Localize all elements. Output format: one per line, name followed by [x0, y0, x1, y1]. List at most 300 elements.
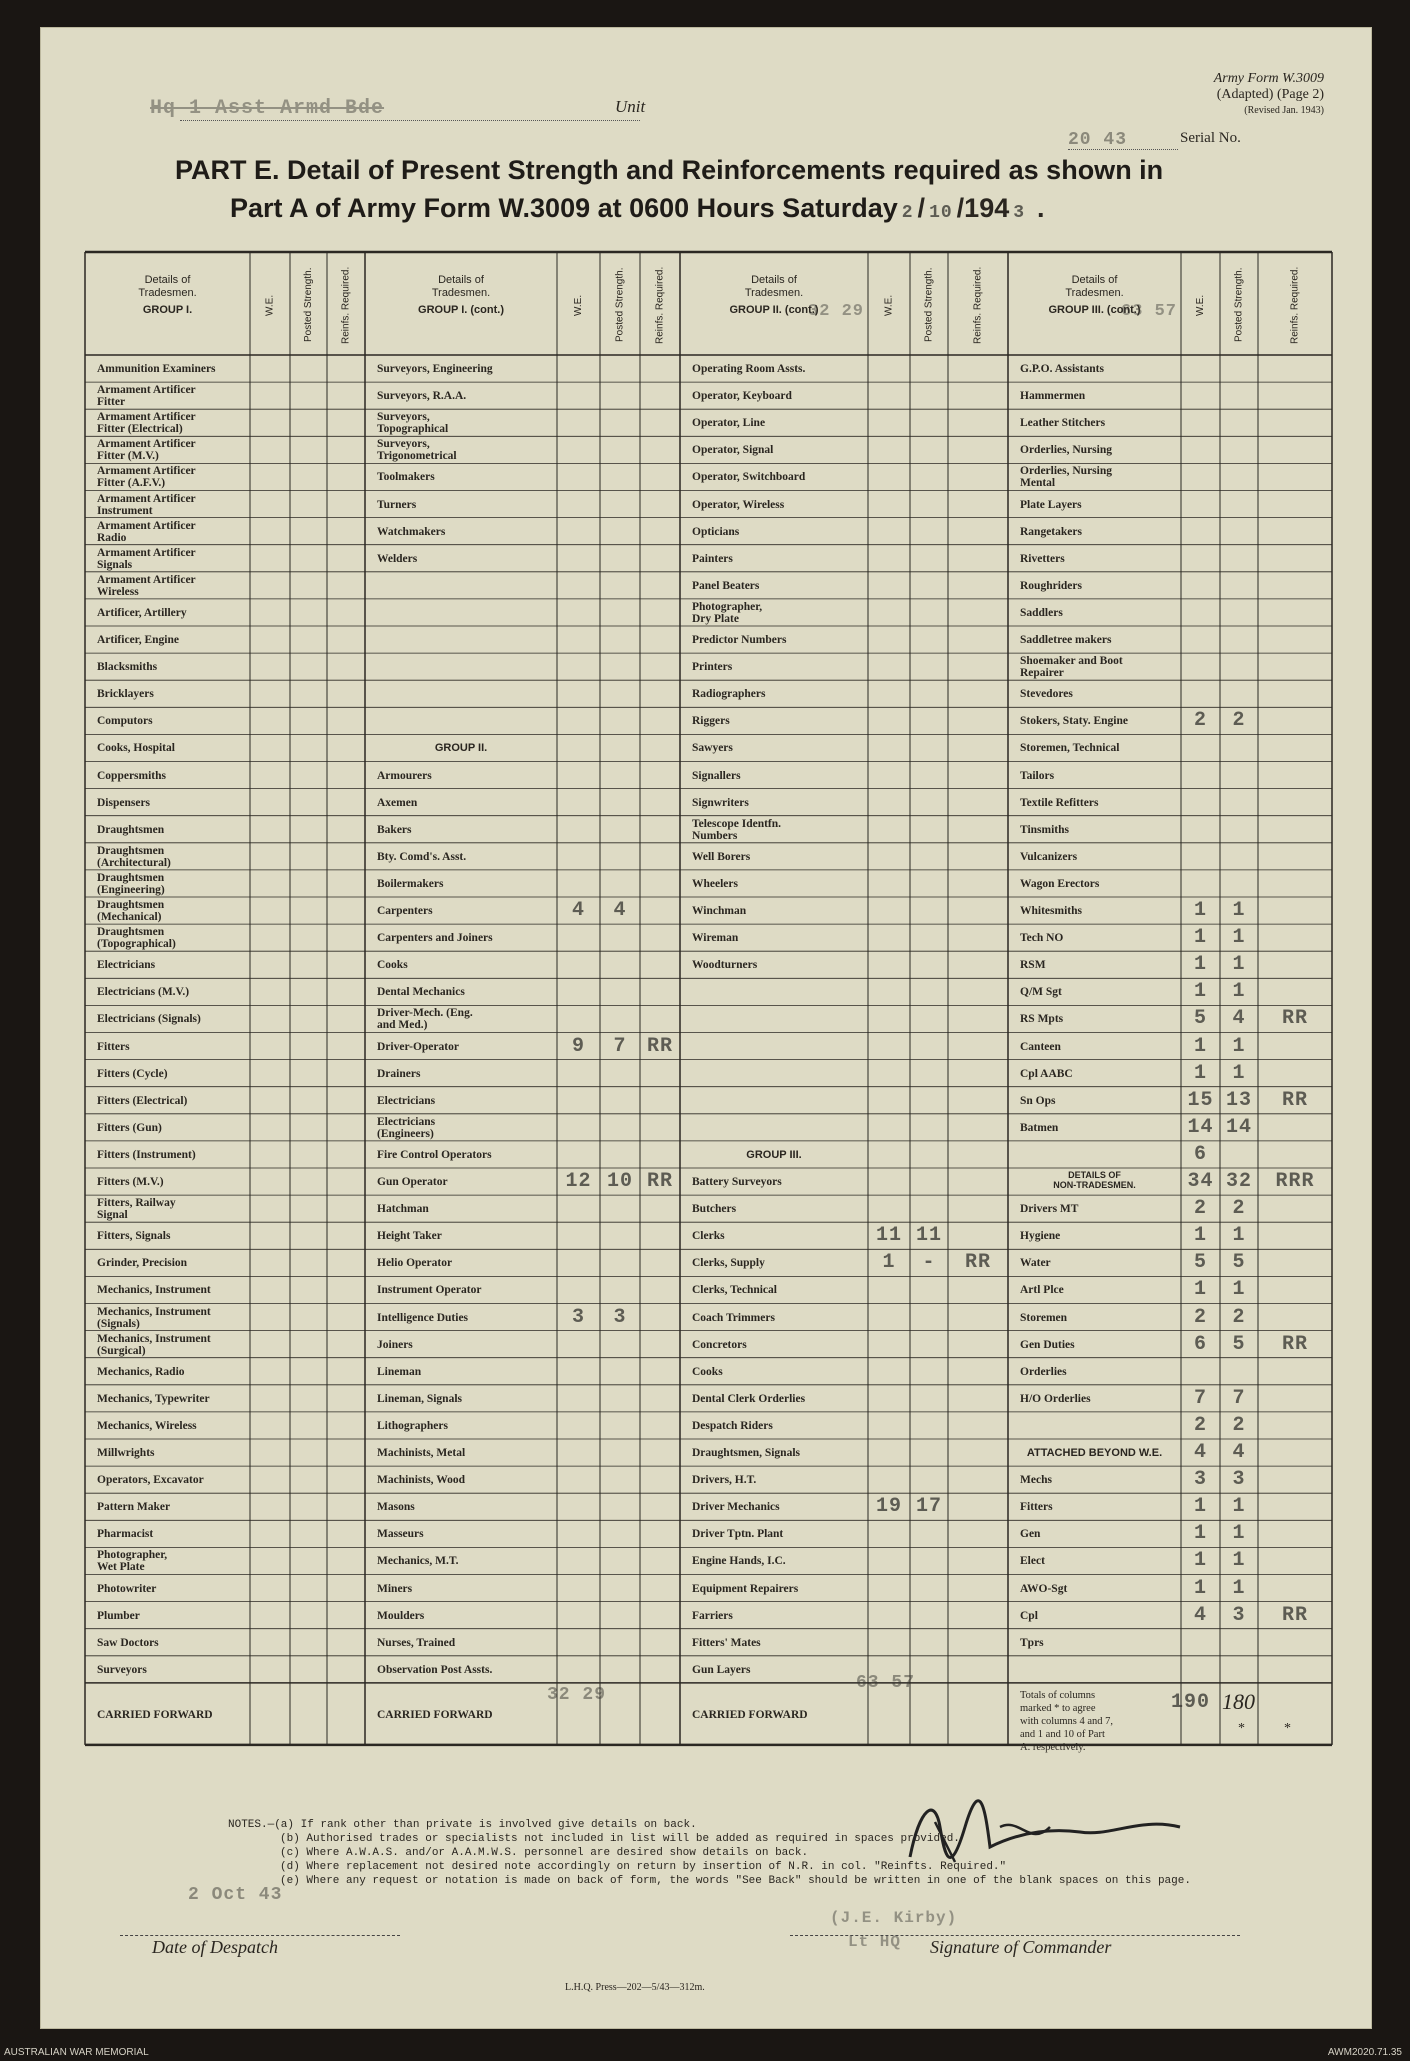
trade-row-label: Opticians	[692, 525, 740, 538]
trade-row-label: Vulcanizers	[1020, 850, 1078, 863]
typed-cell-value: 7	[1193, 1386, 1207, 1410]
trade-row-label: Shoemaker and Boot Repairer	[1020, 655, 1123, 680]
trade-row-label: Clerks, Supply	[692, 1257, 765, 1270]
typed-cell-value: 1	[1193, 926, 1207, 950]
serial-typed: 20 43	[1068, 130, 1128, 150]
typed-cell-value: 34	[1187, 1170, 1214, 1193]
typed-cell-value: 5	[1232, 1251, 1246, 1275]
trade-row-label: Battery Surveyors	[692, 1176, 782, 1188]
notes-d: (d) Where replacement not desired note accordingly on return by insertion of N.R. in col. "Reinfts. Required."	[280, 1861, 1007, 1873]
trade-row-label: Panel Beaters	[692, 579, 760, 592]
subheader-posted: Posted Strength.	[614, 267, 626, 343]
serial-label: Serial No.	[1180, 130, 1241, 146]
date-sep2: /194	[956, 193, 1010, 223]
typed-cell-value: 6	[1193, 1332, 1207, 1356]
typed-cell-value: 1	[1232, 980, 1246, 1004]
trade-row-label: Mechanics, Wireless	[97, 1419, 197, 1432]
trade-row-label: Fitters, Railway Signal	[97, 1197, 176, 1222]
typed-cell-value: 2	[1232, 1197, 1246, 1221]
trade-row-label: Well Borers	[692, 850, 751, 863]
trade-row-label: Computors	[97, 715, 153, 728]
trade-row-label: Wheelers	[692, 877, 738, 890]
typed-cell-value: 2	[1232, 1305, 1246, 1329]
typed-cell-value: 1	[1232, 926, 1246, 950]
trade-row-label: Coppersmiths	[97, 769, 167, 782]
trade-row-label: Mechanics, Instrument (Signals)	[97, 1305, 211, 1330]
trade-row-label: Despatch Riders	[692, 1419, 773, 1432]
typed-cell-value: RR	[1281, 1603, 1308, 1627]
group-heading: DETAILS OF NON-TRADESMEN.	[1053, 1170, 1136, 1190]
trade-row-label: Operating Room Assts.	[692, 363, 806, 375]
trade-row-label: Draughtsmen (Architectural)	[97, 844, 171, 869]
column-header-details: Details of Tradesmen.	[744, 274, 804, 299]
trade-row-label: Lithographers	[377, 1419, 448, 1432]
subheader-posted: Posted Strength.	[303, 267, 314, 343]
trade-row-label: Ammunition Examiners	[97, 363, 216, 375]
trade-row-label: Stokers, Staty. Engine	[1020, 715, 1128, 728]
trade-row-label: Height Taker	[377, 1230, 442, 1243]
trade-row-label: Orderlies, Nursing	[1020, 444, 1112, 457]
trade-row-label: Driver Tptn. Plant	[692, 1528, 784, 1541]
trade-row-label: Dental Mechanics	[377, 986, 465, 999]
trade-row-label: Predictor Numbers	[692, 634, 787, 646]
subheader-reinf: Reinfs. Required.	[1289, 266, 1301, 344]
trade-row-label: Driver Mechanics	[692, 1501, 780, 1514]
carried-forward-label: CARRIED FORWARD	[377, 1708, 493, 1721]
trade-row-label: Gun Operator	[377, 1176, 448, 1188]
trade-row-label: Sawyers	[692, 742, 733, 755]
total-we: 190	[1171, 1690, 1211, 1714]
typed-cell-value: 1	[1193, 980, 1207, 1004]
typed-cell-value: 17	[915, 1495, 942, 1519]
commander-label: Signature of Commander	[930, 1937, 1112, 1957]
typed-cell-value: 7	[613, 1034, 627, 1058]
trade-row-label: Armourers	[377, 769, 432, 782]
typed-cell-value: 1	[1193, 1549, 1207, 1573]
column-header-details: Details of Tradesmen.	[138, 274, 197, 299]
trade-row-label: Hygiene	[1020, 1230, 1061, 1243]
archive-footer	[0, 2029, 1410, 2061]
group-heading: GROUP III.	[746, 1148, 802, 1161]
typed-cell-value: 4	[571, 899, 585, 922]
typed-cell-value: 2	[1193, 1305, 1207, 1329]
trade-row-label: Canteen	[1020, 1040, 1061, 1053]
trade-row-label: Rivetters	[1020, 552, 1065, 565]
trade-row-label: Electricians (Signals)	[97, 1013, 201, 1026]
typed-cell-value: 1	[1193, 1576, 1207, 1600]
trade-row-label: Armament Artificer Fitter	[97, 384, 196, 409]
trade-row-label: Gen Duties	[1020, 1338, 1075, 1351]
trade-row-label: Plumber	[97, 1609, 140, 1622]
typed-cell-value: RR	[1281, 1332, 1308, 1356]
trade-row-label: Miners	[377, 1582, 413, 1595]
typed-cell-value: 4	[1232, 1441, 1246, 1464]
trade-row-label: Storemen, Technical	[1020, 742, 1120, 755]
trade-row-label: Orderlies, Nursing Mental	[1020, 465, 1112, 490]
notes-b: (b) Authorised trades or specialists not included in list will be added as required in spaces provided.	[280, 1833, 960, 1845]
typed-cell-value: 1	[882, 1251, 896, 1275]
typed-cell-value: -	[922, 1251, 936, 1275]
trade-row-label: Draughtsmen (Topographical)	[97, 926, 176, 951]
trade-row-label: Photographer, Dry Plate	[692, 600, 763, 625]
header-typed-total: 63 57	[1121, 302, 1178, 321]
column-header-group: GROUP I.	[142, 304, 193, 316]
trade-row-label: Tailors	[1020, 769, 1055, 782]
header-typed-total: 32 29	[808, 302, 865, 321]
typed-cell-value: 1	[1232, 953, 1246, 977]
trade-row-label: Dispensers	[97, 796, 151, 809]
typed-cell-value: 2	[1232, 1413, 1246, 1437]
trade-row-label: Mechs	[1020, 1474, 1052, 1487]
trade-row-label: Fitters (Instrument)	[97, 1148, 196, 1161]
trade-row-label: Electricians (M.V.)	[97, 986, 190, 999]
trade-row-label: Storemen	[1020, 1311, 1068, 1324]
trade-row-label: Operator, Wireless	[692, 498, 785, 511]
trade-row-label: Pattern Maker	[97, 1501, 171, 1514]
trade-row-label: Drivers, H.T.	[692, 1474, 757, 1487]
trade-row-label: Roughriders	[1020, 579, 1082, 592]
trade-row-label: Boilermakers	[377, 877, 444, 890]
trade-row-label: Wireman	[692, 932, 739, 945]
trade-row-label: Mechanics, M.T.	[377, 1555, 459, 1568]
trade-row-label: Q/M Sgt	[1020, 986, 1062, 999]
typed-cell-value: 5	[1232, 1332, 1246, 1356]
typed-cell-value: 1	[1193, 1061, 1207, 1085]
form-page	[40, 27, 1372, 2029]
trade-row-label: Machinists, Wood	[377, 1474, 465, 1487]
trade-row-label: Lineman, Signals	[377, 1392, 462, 1405]
trade-row-label: Bricklayers	[97, 688, 154, 701]
column-header-details: Details of Tradesmen.	[1065, 274, 1124, 299]
trade-row-label: Nurses, Trained	[377, 1636, 456, 1649]
strength-table	[40, 27, 1372, 2029]
trade-row-label: Surveyors, Trigonometrical	[377, 438, 457, 463]
trade-row-label: Clerks, Technical	[692, 1284, 777, 1297]
typed-cell-value: 1	[1232, 1224, 1246, 1248]
typed-cell-value: RR	[1281, 1007, 1308, 1031]
typed-cell-value: 1	[1232, 1549, 1246, 1573]
date-year: 3	[1013, 203, 1026, 223]
typed-cell-value: 10	[606, 1170, 633, 1193]
group-heading: GROUP II.	[434, 742, 488, 755]
typed-cell-value: 15	[1187, 1088, 1214, 1112]
trade-row-label: Surveyors, Engineering	[377, 363, 493, 375]
trade-row-label: Hatchman	[377, 1203, 429, 1216]
trade-row-label: Woodturners	[692, 959, 758, 972]
trade-row-label: Artificer, Engine	[97, 634, 179, 646]
typed-cell-value: 1	[1193, 1224, 1207, 1248]
trade-row-label: Cpl	[1020, 1609, 1038, 1622]
trade-row-label: Masons	[377, 1501, 415, 1514]
despatch-date-typed: 2 Oct 43	[188, 1885, 283, 1905]
trade-row-label: Equipment Repairers	[692, 1582, 799, 1595]
date-dot: .	[1037, 193, 1045, 223]
trade-row-label: Helio Operator	[377, 1257, 453, 1270]
trade-row-label: Batmen	[1020, 1121, 1059, 1134]
carried-c2-typed: 32 29	[547, 1684, 607, 1705]
trade-row-label: Fitters	[97, 1040, 130, 1053]
typed-cell-value: 14	[1187, 1115, 1214, 1139]
typed-cell-value: 5	[1193, 1007, 1207, 1031]
trade-row-label: Driver-Mech. (Eng. and Med.)	[377, 1007, 473, 1032]
carried-c3-typed: 63 57	[856, 1672, 916, 1693]
trade-row-label: Joiners	[377, 1338, 413, 1351]
typed-cell-value: 1	[1232, 1576, 1246, 1600]
date-month: 10	[929, 203, 953, 223]
trade-row-label: H/O Orderlies	[1020, 1392, 1091, 1405]
trade-row-label: Cooks, Hospital	[97, 742, 175, 755]
trade-row-label: Photographer, Wet Plate	[97, 1549, 168, 1574]
form-id-line3: (Revised Jan. 1943)	[1244, 105, 1324, 116]
trade-row-label: Artificer, Artillery	[97, 606, 187, 619]
despatch-label: Date of Despatch	[152, 1937, 278, 1957]
column-header-details: Details of Tradesmen.	[431, 274, 491, 299]
total-posted: 180	[1222, 1688, 1255, 1714]
typed-cell-value: 9	[571, 1034, 585, 1058]
trade-row-label: Draughtsmen	[97, 823, 165, 836]
carried-forward-label: CARRIED FORWARD	[97, 1708, 213, 1721]
trade-row-label: Tinsmiths	[1020, 823, 1070, 836]
trade-row-label: Operator, Signal	[692, 444, 774, 457]
trade-row-label: Photowriter	[97, 1582, 157, 1595]
column-header-group: GROUP II. (cont.)	[729, 304, 819, 316]
typed-cell-value: RRR	[1275, 1170, 1315, 1193]
subheader-posted: Posted Strength.	[1233, 267, 1245, 343]
typed-cell-value: 1	[1232, 1522, 1246, 1546]
typed-cell-value: 3	[1193, 1468, 1207, 1492]
page-title-line2: Part A of Army Form W.3009 at 0600 Hours Saturday	[230, 193, 898, 223]
typed-cell-value: 2	[1193, 1197, 1207, 1221]
trade-row-label: Hammermen	[1020, 390, 1086, 403]
trade-row-label: Toolmakers	[377, 471, 435, 484]
trade-row-label: Cpl AABC	[1020, 1067, 1073, 1080]
trade-row-label: Carpenters and Joiners	[377, 932, 493, 945]
total-star-reinf: *	[1284, 1720, 1291, 1736]
trade-row-label: Sn Ops	[1020, 1094, 1056, 1107]
trade-row-label: Fitters	[1020, 1501, 1053, 1514]
trade-row-label: Lineman	[377, 1365, 422, 1378]
typed-cell-value: 7	[1232, 1386, 1246, 1410]
trade-row-label: Fitters (Electrical)	[97, 1094, 188, 1107]
trade-row-label: Electricians (Engineers)	[377, 1115, 436, 1140]
column-header-group: GROUP I. (cont.)	[418, 304, 504, 316]
group-heading: ATTACHED BEYOND W.E.	[1026, 1447, 1163, 1459]
trade-row-label: Fitters (M.V.)	[97, 1176, 164, 1188]
typed-cell-value: 4	[613, 899, 627, 922]
trade-row-label: Fitters (Cycle)	[97, 1067, 168, 1080]
trade-row-label: Armament Artificer Radio	[97, 519, 196, 544]
trade-row-label: Orderlies	[1020, 1365, 1067, 1378]
trade-row-label: Clerks	[692, 1230, 725, 1243]
trade-row-label: Gun Layers	[692, 1663, 751, 1676]
trade-row-label: Observation Post Assts.	[377, 1663, 493, 1676]
subheader-we: W.E.	[1195, 294, 1206, 316]
trade-row-label: Mechanics, Instrument (Surgical)	[97, 1332, 211, 1357]
trade-row-label: Drainers	[377, 1067, 421, 1080]
trade-row-label: Moulders	[377, 1609, 425, 1622]
typed-cell-value: 14	[1225, 1115, 1252, 1139]
trade-row-label: Whitesmiths	[1020, 905, 1082, 917]
trade-row-label: G.P.O. Assistants	[1020, 363, 1104, 375]
typed-cell-value: 1	[1232, 1034, 1246, 1058]
trade-row-label: Coach Trimmers	[692, 1311, 775, 1324]
typed-cell-value: RR	[646, 1034, 673, 1058]
trade-row-label: Elect	[1020, 1555, 1045, 1568]
typed-cell-value: 32	[1225, 1170, 1252, 1193]
trade-row-label: Concretors	[692, 1338, 747, 1351]
trade-row-label: Water	[1020, 1257, 1051, 1270]
trade-row-label: Grinder, Precision	[97, 1257, 188, 1270]
trade-row-label: AWO-Sgt	[1020, 1582, 1068, 1595]
trade-row-label: Saddlers	[1020, 606, 1063, 619]
trade-row-label: Signwriters	[692, 796, 749, 809]
unit-label: Unit	[615, 97, 646, 116]
trade-row-label: Carpenters	[377, 905, 433, 917]
form-id-line2: (Adapted) (Page 2)	[1216, 87, 1324, 102]
trade-row-label: Cooks	[692, 1365, 723, 1378]
trade-row-label: Tprs	[1020, 1636, 1044, 1649]
trade-row-label: Armament Artificer Fitter (A.F.V.)	[97, 465, 196, 490]
typed-cell-value: 11	[915, 1224, 942, 1248]
subheader-reinf: Reinfs. Required.	[972, 266, 984, 344]
trade-row-label: Instrument Operator	[377, 1284, 482, 1297]
typed-cell-value: 4	[1232, 1007, 1246, 1031]
print-line: L.H.Q. Press—202—5/43—312m.	[565, 1982, 705, 1993]
typed-cell-value: 1	[1193, 1034, 1207, 1058]
trade-row-label: Masseurs	[377, 1528, 424, 1541]
unit-typed: Hq 1 Asst Armd Bde	[150, 97, 385, 120]
typed-cell-value: 2	[1193, 709, 1207, 733]
typed-cell-value: 4	[1193, 1441, 1207, 1464]
typed-cell-value: 1	[1232, 899, 1246, 922]
trade-row-label: Armament Artificer Fitter (Electrical)	[97, 411, 196, 436]
trade-row-label: Operator, Switchboard	[692, 471, 806, 484]
notes-a: NOTES.—(a) If rank other than private is involved give details on back.	[228, 1819, 697, 1831]
trade-row-label: Mechanics, Radio	[97, 1365, 185, 1378]
trade-row-label: Radiographers	[692, 688, 766, 701]
subheader-reinf: Reinfs. Required.	[340, 266, 352, 344]
typed-cell-value: 12	[565, 1170, 592, 1193]
trade-row-label: Winchman	[692, 905, 747, 917]
trade-row-label: Draughtsmen, Signals	[692, 1447, 800, 1459]
trade-row-label: Farriers	[692, 1609, 733, 1622]
trade-row-label: Drivers MT	[1020, 1203, 1079, 1216]
trade-row-label: Wagon Erectors	[1020, 877, 1100, 890]
date-sep1: /	[917, 193, 926, 223]
typed-cell-value: RR	[964, 1251, 991, 1275]
typed-cell-value: 1	[1232, 1495, 1246, 1519]
trade-row-label: Driver-Operator	[377, 1040, 459, 1053]
trade-row-label: Fitters, Signals	[97, 1230, 171, 1243]
trade-row-label: Intelligence Duties	[377, 1311, 469, 1324]
typed-cell-value: 1	[1193, 1495, 1207, 1519]
trade-row-label: Armament Artificer Wireless	[97, 573, 196, 598]
trade-row-label: Leather Stitchers	[1020, 417, 1106, 430]
trade-row-label: Welders	[377, 552, 418, 565]
trade-row-label: Fitters (Gun)	[97, 1121, 162, 1134]
trade-row-label: Riggers	[692, 715, 730, 728]
commander-line	[790, 1935, 1240, 1936]
trade-row-label: Saddletree makers	[1020, 634, 1112, 646]
trade-row-label: Bakers	[377, 823, 412, 836]
trade-row-label: Mechanics, Instrument	[97, 1284, 211, 1297]
trade-row-label: Dental Clerk Orderlies	[692, 1392, 806, 1405]
trade-row-label: Telescope Identfn. Numbers	[692, 817, 782, 842]
typed-cell-value: 1	[1193, 953, 1207, 977]
page-title-line1: PART E. Detail of Present Strength and Reinforcements required as shown in	[175, 155, 1164, 185]
typed-cell-value: 3	[1232, 1603, 1246, 1627]
trade-row-label: Pharmacist	[97, 1528, 154, 1541]
trade-row-label: Mechanics, Typewriter	[97, 1392, 210, 1405]
trade-row-label: Surveyors, Topographical	[377, 411, 449, 436]
notes-e: (e) Where any request or notation is made on back of form, the words "See Back" should be written in one of the blank spaces on this page.	[280, 1875, 1191, 1887]
typed-cell-value: 1	[1232, 1061, 1246, 1085]
commander-typed-name: (J.E. Kirby)	[830, 1909, 958, 1927]
totals-note: Totals of columns marked * to agree with columns 4 and 7, and 1 and 10 of Part A. respectively.	[1020, 1689, 1114, 1753]
trade-row-label: Rangetakers	[1020, 525, 1082, 538]
trade-row-label: Surveyors, R.A.A.	[377, 390, 467, 403]
trade-row-label: Fitters' Mates	[692, 1636, 761, 1649]
trade-row-label: Gen	[1020, 1528, 1041, 1541]
total-star-posted: *	[1238, 1720, 1245, 1736]
trade-row-label: Engine Hands, I.C.	[692, 1555, 786, 1568]
column-header-group: GROUP III. (cont.)	[1048, 304, 1141, 316]
typed-cell-value: RR	[1281, 1088, 1308, 1112]
trade-row-label: Signallers	[692, 769, 741, 782]
trade-row-label: Artl Plce	[1020, 1284, 1064, 1297]
subheader-we: W.E.	[264, 294, 276, 316]
trade-row-label: RSM	[1020, 959, 1046, 972]
trade-row-label: Butchers	[692, 1203, 737, 1216]
trade-row-label: Textile Refitters	[1020, 796, 1099, 809]
trade-row-label: Plate Layers	[1020, 498, 1082, 511]
trade-row-label: Operator, Line	[692, 417, 766, 430]
trade-row-label: Machinists, Metal	[377, 1447, 466, 1459]
trade-row-label: Printers	[692, 661, 733, 674]
trade-row-label: Armament Artificer Fitter (M.V.)	[97, 438, 196, 463]
trade-row-label: Millwrights	[97, 1447, 155, 1459]
trade-row-label: Armament Artificer Instrument	[97, 492, 196, 517]
trade-row-label: Operator, Keyboard	[692, 390, 792, 403]
subheader-we: W.E.	[573, 294, 584, 316]
trade-row-label: Electricians	[377, 1094, 436, 1107]
trade-row-label: Blacksmiths	[97, 661, 158, 674]
trade-row-label: Draughtsmen (Mechanical)	[97, 899, 165, 923]
trade-row-label: Electricians	[97, 959, 156, 972]
typed-cell-value: 19	[875, 1495, 902, 1519]
typed-cell-value: 1	[1193, 1522, 1207, 1546]
typed-cell-value: 3	[613, 1305, 627, 1329]
typed-cell-value: 1	[1193, 899, 1207, 922]
trade-row-label: RS Mpts	[1020, 1013, 1064, 1026]
despatch-line	[120, 1935, 400, 1936]
trade-row-label: Painters	[692, 552, 733, 565]
archive-right: AWM2020.71.35	[1327, 2047, 1402, 2058]
date-day: 2	[901, 203, 914, 223]
trade-row-label: Axemen	[377, 796, 418, 809]
carried-forward-label: CARRIED FORWARD	[692, 1708, 808, 1721]
trade-row-label: Saw Doctors	[97, 1636, 159, 1649]
trade-row-label: Operators, Excavator	[97, 1474, 204, 1487]
typed-cell-value: 2	[1193, 1413, 1207, 1437]
typed-cell-value: 11	[875, 1224, 902, 1248]
typed-cell-value: 13	[1225, 1088, 1252, 1112]
archive-left: AUSTRALIAN WAR MEMORIAL	[4, 2047, 149, 2058]
trade-row-label: Turners	[377, 498, 417, 511]
subheader-reinf: Reinfs. Required.	[654, 266, 666, 344]
typed-cell-value: 4	[1193, 1603, 1207, 1627]
typed-cell-value: 5	[1193, 1251, 1207, 1275]
